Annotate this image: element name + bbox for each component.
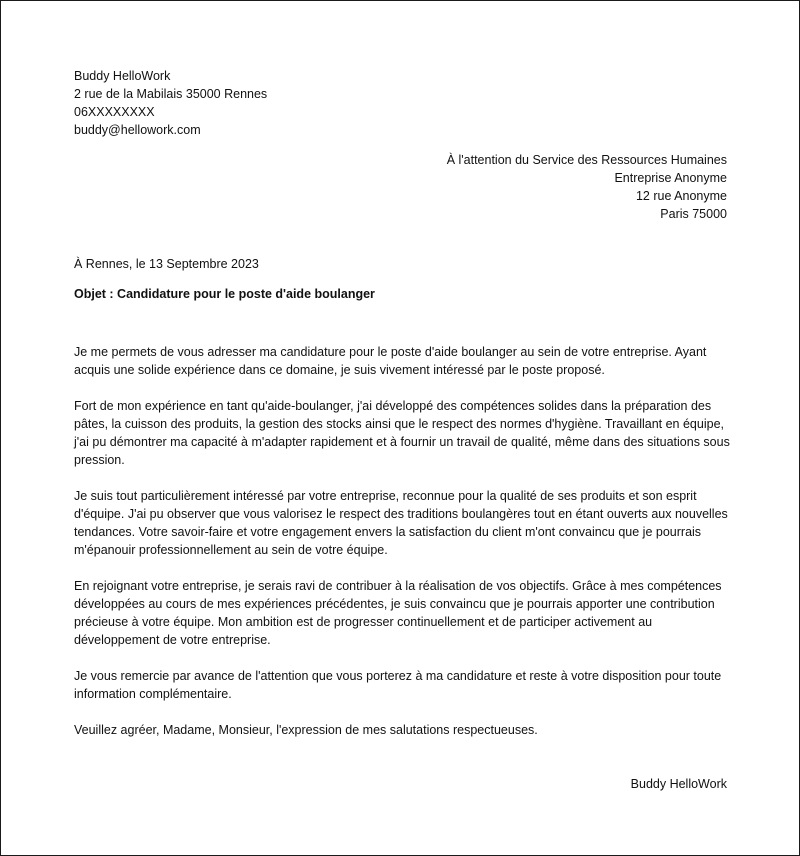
paragraph-company-interest: Je suis tout particulièrement intéressé par votre entreprise, reconnue pour la qualité de ses produits et son esprit d'équipe. J'ai pu observer que vous valorisez le respect des traditions boulangères tout en étant ouverts aux nouvelles tendances. Votre savoir-faire et votre engagement envers la satisfaction du client m'ont convaincu que je pourrais m'épanouir professionnellement au sein de votre équipe. xyxy=(74,489,728,557)
subject-line: Objet : Candidature pour le poste d'aide boulanger xyxy=(74,287,375,301)
paragraph-thanks: Je vous remercie par avance de l'attention que vous porterez à ma candidature et reste à votre disposition pour toute information complémentaire. xyxy=(74,669,722,701)
sender-name: Buddy HelloWork xyxy=(74,69,171,83)
recipient-street: 12 rue Anonyme xyxy=(635,189,727,203)
recipient-block xyxy=(447,151,727,223)
signature: Buddy HelloWork xyxy=(630,777,727,791)
paragraph-experience: Fort de mon expérience en tant qu'aide-boulanger, j'ai développé des compétences solides dans la préparation des pâtes, la cuisson des produits, la gestion des stocks ainsi que le respect des normes d'hygiène. Travaillant en équipe, j'ai pu démontrer ma capacité à m'adapter rapidement et à fournir un travail de qualité, même dans des situations sous pression. xyxy=(74,399,730,467)
sender-email: buddy@hellowork.com xyxy=(74,123,201,137)
date-line: À Rennes, le 13 Septembre 2023 xyxy=(74,257,259,271)
recipient-company: Entreprise Anonyme xyxy=(614,171,727,185)
sender-address: 2 rue de la Mabilais 35000 Rennes xyxy=(74,87,268,101)
recipient-city: Paris 75000 xyxy=(660,207,727,221)
recipient-attention: À l'attention du Service des Ressources Humaines xyxy=(446,153,727,167)
paragraph-contribution: En rejoignant votre entreprise, je serais ravi de contribuer à la réalisation de vos objectifs. Grâce à mes compétences développées au cours de mes expériences précédentes, je suis convaincu que je pourrais apporter une contribution précieuse à votre équipe. Mon ambition est de progresser continuellement et de participer activement au développement de votre entreprise. xyxy=(74,579,722,647)
paragraph-closing: Veuillez agréer, Madame, Monsieur, l'expression de mes salutations respectueuses. xyxy=(74,723,538,737)
paragraph-intro: Je me permets de vous adresser ma candidature pour le poste d'aide boulanger au sein de votre entreprise. Ayant acquis une solide expérience dans ce domaine, je suis vivement intéressé par le poste proposé. xyxy=(74,345,707,377)
sender-block xyxy=(74,67,267,139)
letter-body xyxy=(74,343,734,757)
sender-phone: 06XXXXXXXX xyxy=(74,105,155,119)
